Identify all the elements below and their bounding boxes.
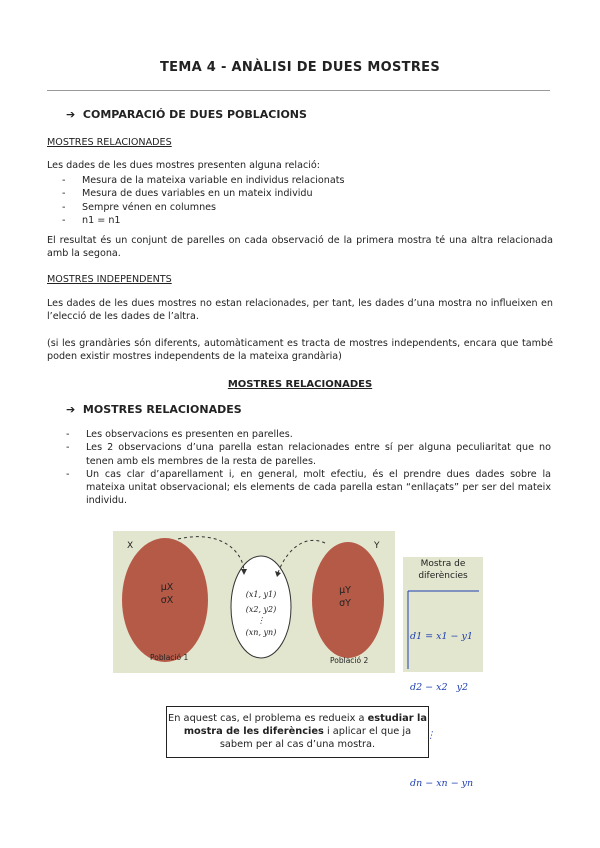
population-2-params <box>336 584 354 610</box>
related-intro: Les dades de les dues mostres presenten alguna relació: <box>47 160 321 171</box>
related-list <box>62 174 542 227</box>
title-divider <box>47 90 550 91</box>
independent-text: Les dades de les dues mostres no estan relacionades, per tant, les dades d’una mostra no influeixen en l’elecció de les dades de l’altra. <box>47 298 553 323</box>
note-bold: estudiar la mostra de les diferències <box>183 713 427 737</box>
list-item: - Sempre vénen en columnes <box>62 201 217 213</box>
section-title-related: MOSTRES RELACIONADES <box>227 379 373 390</box>
section-heading-comparacio <box>66 108 307 121</box>
conclusion-note <box>166 706 429 758</box>
independent-note: (si les grandàries són diferents, automàticament es tracta de mostres independents, encara que també poden existir mostres independents de la mateixa grandària) <box>47 338 553 363</box>
pair-dots: ⋮ <box>257 616 265 625</box>
diff-1: d1 = x1 − y1 <box>410 631 473 642</box>
label-y: Y <box>374 541 380 551</box>
related-result: El resultat és un conjunt de parelles on cada observació de la primera mostra té una altra relacionada amb la segona. <box>47 235 553 260</box>
diff-n: dn − xn − yn <box>410 778 474 789</box>
related-label: MOSTRES RELACIONADES <box>47 137 172 148</box>
section-heading-text: MOSTRES RELACIONADES <box>82 403 242 416</box>
population-1-params <box>158 581 176 607</box>
pair-1: (x1, y1) <box>245 590 277 599</box>
diff-2: d2 − x2 y2 <box>410 682 468 693</box>
pair-n: (xn, yn) <box>245 628 277 637</box>
note-post: i aplicar el que ja sabem per al cas d’una mostra. <box>219 726 412 750</box>
note-pre: En aquest cas, el problema es redueix a <box>168 713 368 724</box>
section-heading-related <box>66 403 242 416</box>
differences-title: Mostra de diferències <box>418 559 468 581</box>
mu-y: μY <box>339 585 351 596</box>
page-title: TEMA 4 - ANÀLISI DE DUES MOSTRES <box>160 60 440 75</box>
diff-dots: ⋮ <box>426 730 436 741</box>
population-2-label: Població 2 <box>330 656 369 665</box>
population-1-label: Població 1 <box>150 653 189 662</box>
related-details-list <box>66 428 551 508</box>
list-item: - Mesura de dues variables en un mateix individu <box>62 188 313 200</box>
section-heading-text: COMPARACIÓ DE DUES POBLACIONS <box>82 108 307 121</box>
sigma-x: σX <box>160 595 174 606</box>
sigma-y: σY <box>339 598 351 609</box>
pair-2: (x2, y2) <box>245 605 277 614</box>
pairs-list <box>236 587 286 640</box>
list-item: - Mesura de la mateixa variable en individus relacionats <box>62 175 345 186</box>
list-item: - Les 2 observacions d’una parella estan relacionades entre sí per alguna peculiaritat que no tenen amb els membres de la resta de parelles. <box>66 442 551 467</box>
arrow-icon: ➔ <box>66 403 76 416</box>
mu-x: μX <box>160 582 174 593</box>
differences-list <box>410 594 473 809</box>
list-item: - Un cas clar d’aparellament i, en general, molt efectiu, és el prendre dues dades sobre la mateixa unitat observacional; els elements de cada parella estan “enllaçats” per ser del mateix individu. <box>66 468 551 507</box>
arrow-icon: ➔ <box>66 108 76 121</box>
label-x: X <box>127 541 134 551</box>
list-item: - n1 = n1 <box>62 214 121 226</box>
independent-label: MOSTRES INDEPENDENTS <box>47 274 172 285</box>
list-item: - Les observacions es presenten en parelles. <box>66 429 293 440</box>
